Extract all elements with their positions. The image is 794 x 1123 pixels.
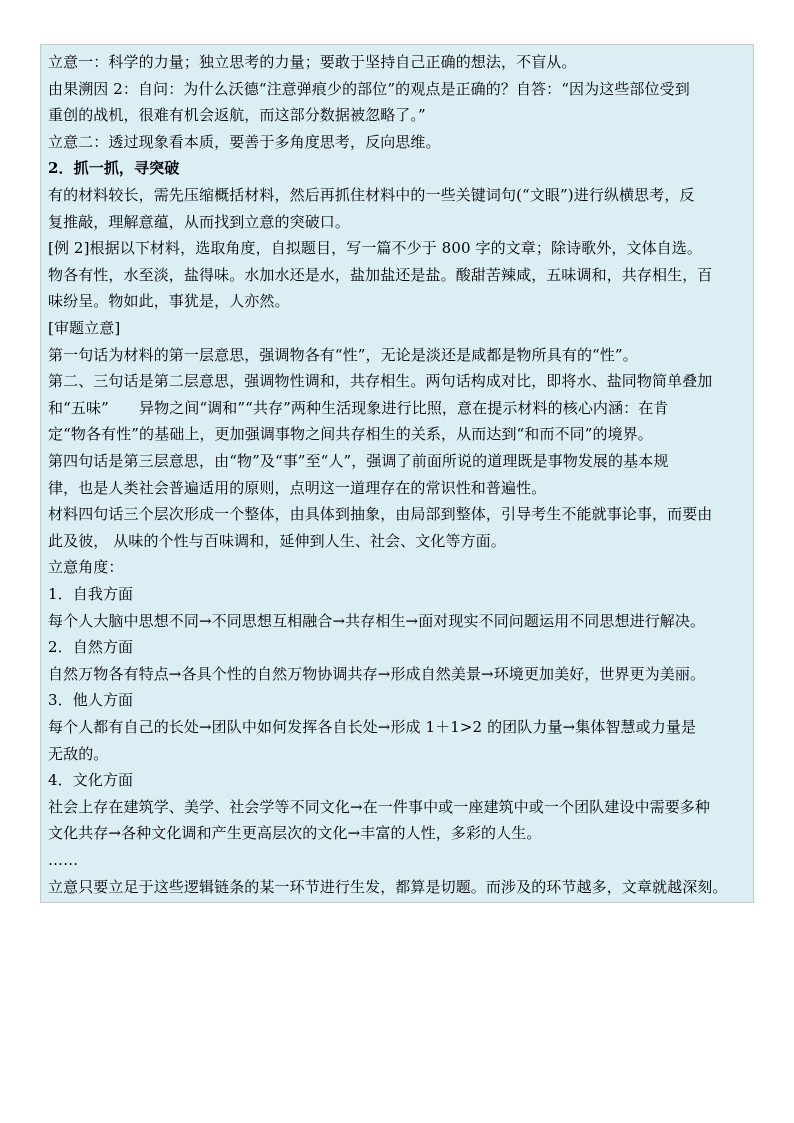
text-line: 有的材料较长，需先压缩概括材料，然后再抓住材料中的一些关键词句(“文眼”)进行纵横思考，反	[48, 186, 695, 204]
text-line: 社会上存在建筑学、美学、社会学等不同文化→在一件事中或一座建筑中或一个团队建设中需要多种	[48, 797, 710, 816]
text-line: 每个人都有自己的长处→团队中如何发挥各自长处→形成 1＋1>2 的团队力量→集体智慧或力量是	[48, 718, 697, 736]
text-line: 无敌的。	[48, 744, 109, 763]
list-heading: 3．他人方面	[48, 691, 134, 710]
text-line: 自然万物各有特点→各具个性的自然万物协调共存→形成自然美景→环境更加美好，世界更为美丽。	[48, 664, 706, 683]
text-line: 立意角度：	[48, 558, 124, 577]
text-line: [审题立意]	[48, 319, 121, 337]
text-line: 第二、三句话是第二层意思，强调物性调和，共存相生。两句话构成对比，即将水、盐同物简单叠加	[48, 372, 713, 391]
text-line: 物各有性，水至淡，盐得味。水加水还是水，盐加盐还是盐。酸甜苦辣咸，五味调和，共存相生，百	[48, 265, 713, 284]
ellipsis: ……	[48, 851, 79, 869]
text-line: 材料四句话三个层次形成一个整体，由具体到抽象，由局部到整体，引导考生不能就事论事，而要由	[48, 505, 713, 524]
text-line: 定“物各有性”的基础上，更加强调事物之间共存相生的关系，从而达到“和而不同”的境界。	[48, 425, 653, 444]
text-line: 第四句话是第三层意思，由“物”及“事”至“人”，强调了前面所说的道理既是事物发展的基本规	[48, 452, 669, 470]
text-line: 由果溯因 2：自问：为什么沃德“注意弹痕少的部位”的观点是正确的？自答：“因为这些部位受到	[48, 79, 690, 98]
text-line: 此及彼， 从味的个性与百味调和，延伸到人生、社会、文化等方面。	[48, 531, 506, 550]
text-line: 第一句话为材料的第一层意思，强调物各有“性”，无论是淡还是咸都是物所具有的“性”。	[48, 345, 638, 364]
text-line: 立意二：透过现象看本质，要善于多角度思考，反向思维。	[48, 132, 441, 151]
list-heading: 1．自我方面	[48, 585, 134, 603]
text-line: [例 2]根据以下材料，选取角度，自拟题目，写一篇不少于 800 字的文章；除诗歌外，文体自选。	[48, 239, 702, 258]
text-line: 和“五味” 异物之间“调和”“共存”两种生活现象进行比照，意在提示材料的核心内涵：在肯	[48, 398, 669, 417]
list-heading: 2．自然方面	[48, 638, 134, 657]
text-line: 律，也是人类社会普遍适用的原则，点明这一道理存在的常识性和普遍性。	[48, 478, 547, 497]
section-heading: 2．抓一抓，寻突破	[48, 159, 180, 178]
text-line: 每个人大脑中思想不同→不同思想互相融合→共存相生→面对现实不同问题运用不同思想进行解决。	[48, 611, 706, 630]
list-heading: 4．文化方面	[48, 771, 134, 790]
text-line: 复推敲，理解意蕴，从而找到立意的突破口。	[48, 212, 351, 231]
text-line: 立意一：科学的力量；独立思考的力量；要敢于坚持自己正确的想法，不盲从。	[48, 53, 577, 71]
text-line: 文化共存→各种文化调和产生更高层次的文化→丰富的人性，多彩的人生。	[48, 824, 542, 843]
text-line: 重创的战机，很难有机会返航，而这部分数据被忽略了。”	[48, 106, 426, 125]
text-line: 立意只要立足于这些逻辑链条的某一环节进行生发，都算是切题。而涉及的环节越多，文章就越深刻。	[48, 877, 728, 896]
text-line: 味纷呈。物如此，事犹是，人亦然。	[48, 292, 290, 311]
